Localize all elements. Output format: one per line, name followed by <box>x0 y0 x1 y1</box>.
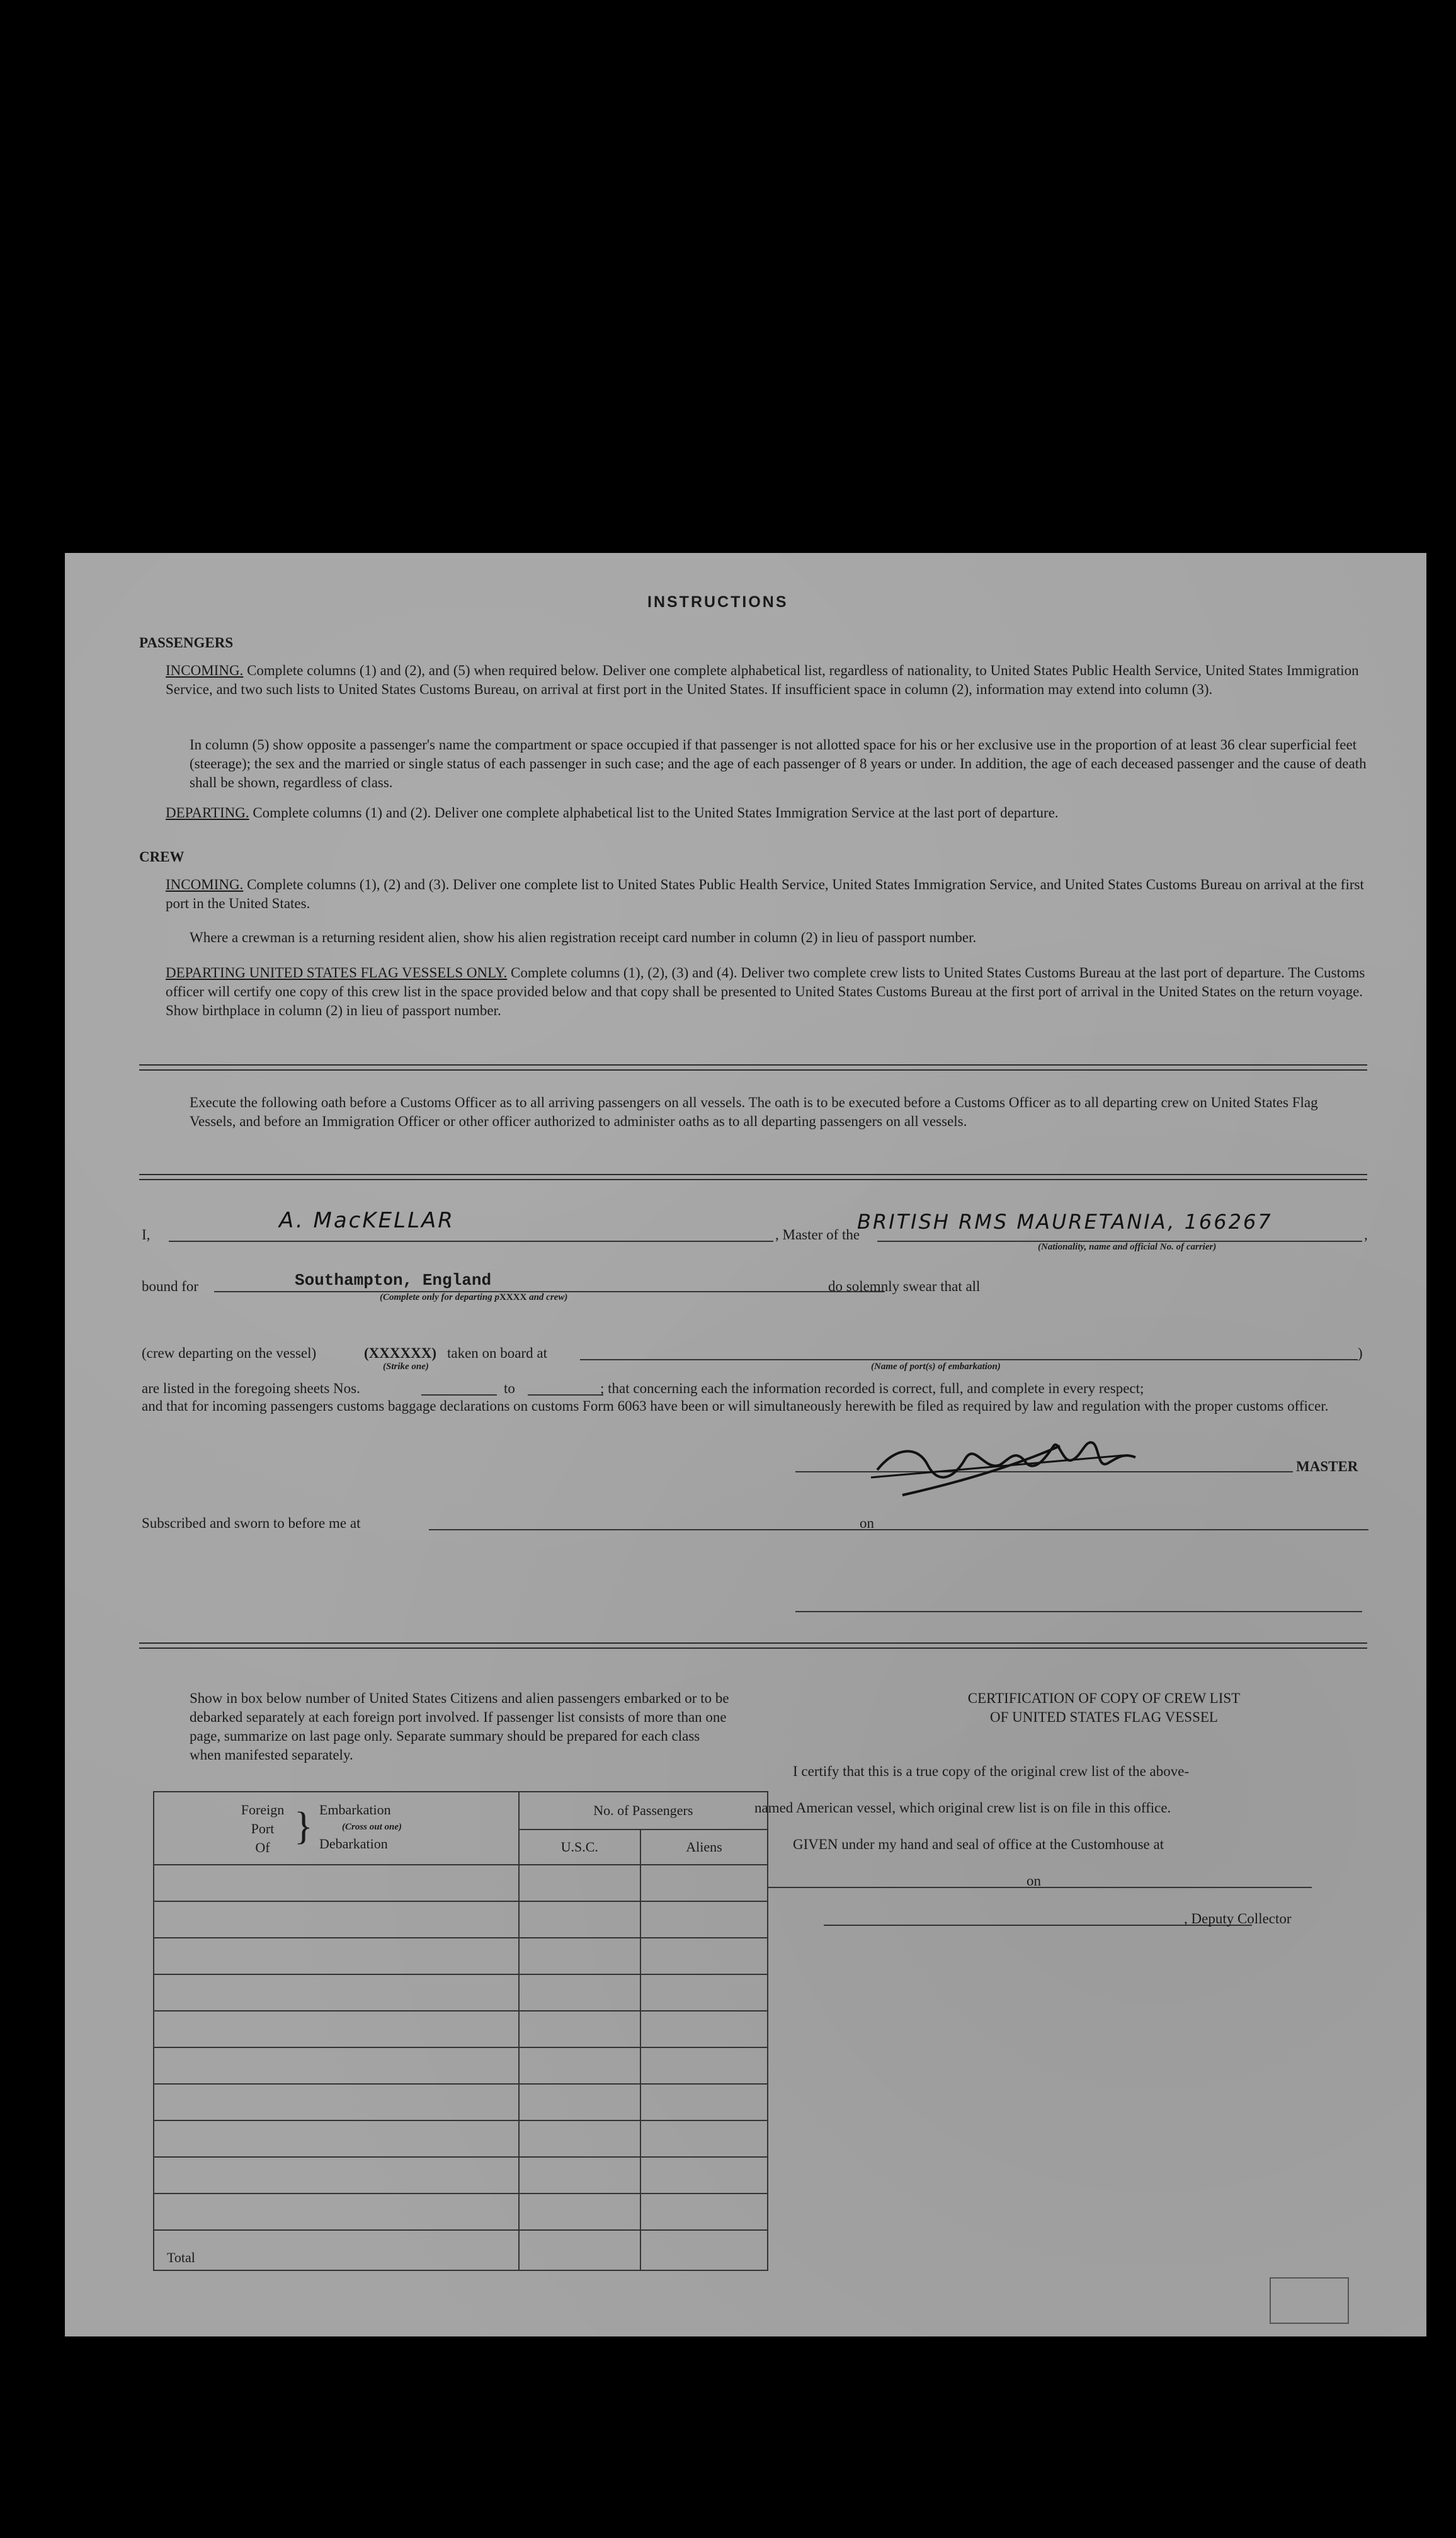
stamp-box <box>1270 2277 1349 2324</box>
port-cell[interactable] <box>154 1974 519 2011</box>
master-name-handwritten: A. MacKELLAR <box>279 1208 455 1233</box>
oath-i-label: I, <box>142 1227 151 1243</box>
usc-cell[interactable] <box>519 2194 640 2230</box>
passengers-incoming-label: INCOMING. <box>166 663 244 678</box>
passenger-ports-table <box>153 1791 768 2271</box>
port-label: Port <box>251 1821 275 1836</box>
passengers-column5: In column (5) show opposite a passenger's name the compartment or space occupied if that passenger is not allotted space for his or her exclusive use in the proportion of at least 36 clear superficial feet (steerage); the sex and the married or single status of each passenger in such case; and the age of each passenger of 8 years or under. In addition, the age of each deceased passenger and the cause of death shall be shown, regardless of class. <box>190 737 1367 790</box>
aliens-cell[interactable] <box>640 2157 768 2194</box>
total-row <box>154 2230 768 2270</box>
master-name-line <box>169 1241 773 1242</box>
certification-on-label: on <box>1027 1873 1041 1889</box>
usc-cell[interactable] <box>519 2120 640 2157</box>
port-cell[interactable] <box>154 2047 519 2084</box>
aliens-cell[interactable] <box>640 2194 768 2230</box>
comma: , <box>1364 1227 1368 1243</box>
aliens-cell[interactable] <box>640 2047 768 2084</box>
sworn-place-line <box>429 1529 914 1530</box>
sworn-date-line <box>884 1529 1368 1530</box>
strike-caption: (Strike one) <box>383 1362 429 1372</box>
box-instructions: Show in box below number of United States Citizens and alien passengers embarked or to be debarked separately at each foreign port involved. If passenger list consists of more than one page, summarize on last page only. Separate summary should be prepared for each class when manifested separately. <box>190 1690 729 1763</box>
port-cell[interactable] <box>154 1901 519 1938</box>
vessel-caption: (Nationality, name and official No. of carrier) <box>1038 1242 1217 1252</box>
port-cell[interactable] <box>154 2084 519 2120</box>
port-cell[interactable] <box>154 1865 519 1901</box>
aliens-cell[interactable] <box>640 1865 768 1901</box>
usc-cell[interactable] <box>519 2157 640 2194</box>
usc-cell[interactable] <box>519 2047 640 2084</box>
port-cell[interactable] <box>154 2194 519 2230</box>
passengers-incoming <box>166 661 1368 699</box>
to-label: to <box>504 1380 515 1396</box>
usc-cell[interactable] <box>519 2084 640 2120</box>
certification-line-3: GIVEN under my hand and seal of office at the Customhouse at <box>793 1836 1164 1852</box>
baggage-text: and that for incoming passengers customs baggage declarations on customs Form 6063 have been or will simultaneously herewith be filed as required by law and regulation with the proper customs officer. <box>142 1398 1329 1414</box>
close-paren: ) <box>1358 1345 1363 1361</box>
oath-intro: Execute the following oath before a Customs Officer as to all arriving passengers on all vessels. The oath is to be executed before a Customs Officer as to all departing crew on United States Flag Vessels, and before an Immigration Officer or other officer authorized to administer oaths as to all departing passengers on all vessels. <box>190 1095 1318 1129</box>
aliens-cell[interactable] <box>640 1974 768 2011</box>
table-row <box>154 2047 768 2084</box>
usc-cell[interactable] <box>519 1938 640 1974</box>
customhouse-place-line <box>767 1887 1063 1888</box>
table-row <box>154 2084 768 2120</box>
foreign-label: Foreign <box>241 1802 285 1818</box>
passengers-departing <box>166 804 1368 822</box>
port-cell[interactable] <box>154 2157 519 2194</box>
destination-typed: Southampton, England <box>295 1271 492 1290</box>
debarkation-label: Debarkation <box>319 1836 388 1852</box>
table-row <box>154 1938 768 1974</box>
subscribed-label: Subscribed and sworn to before me at <box>142 1515 361 1531</box>
ports-caption: (Name of port(s) of embarkation) <box>871 1362 1001 1372</box>
destination-caption: (Complete only for departing pXXXX and crew) <box>380 1292 568 1302</box>
crew-resident: Where a crewman is a returning resident alien, show his alien registration receipt card number in column (2) in lieu of passport number. <box>190 930 977 945</box>
brace: } <box>294 1805 313 1848</box>
usc-total-cell[interactable] <box>519 2230 640 2270</box>
usc-cell[interactable] <box>519 1974 640 2011</box>
table-row <box>154 1901 768 1938</box>
usc-cell[interactable] <box>519 1865 640 1901</box>
certification-heading-1: CERTIFICATION OF COPY OF CREW LIST <box>967 1690 1241 1706</box>
divider <box>139 1642 1367 1649</box>
sheet-from-line <box>421 1394 497 1396</box>
embarkation-label: Embarkation <box>319 1802 391 1818</box>
officer-signature-line <box>795 1611 1362 1612</box>
bound-for-label: bound for <box>142 1278 199 1294</box>
crew-heading: CREW <box>139 849 185 865</box>
certification-heading-2: OF UNITED STATES FLAG VESSEL <box>990 1709 1218 1725</box>
cross-out-caption: (Cross out one) <box>342 1822 402 1832</box>
passengers-incoming-text: Complete columns (1) and (2), and (5) when required below. Deliver one complete alphabetical list, regardless of nationality, to United States Public Health Service, United States Immigration Service, and two such lists to United States Customs Bureau, on arrival at first port in the United States. If insufficient space in column (2), information may extend into column (3). <box>166 663 1359 697</box>
embarkation-port-line <box>580 1359 1358 1360</box>
divider <box>139 1064 1367 1071</box>
crew-flag-label: DEPARTING UNITED STATES FLAG VESSELS ONLY. <box>166 965 508 981</box>
crew-flag-vessels <box>166 964 1368 1020</box>
page-title: INSTRUCTIONS <box>647 593 788 611</box>
certification-line-2: named American vessel, which original crew list is on file in this office. <box>754 1800 1171 1816</box>
vessel-handwritten: BRITISH RMS MAURETANIA, 166267 <box>857 1210 1273 1234</box>
table-row <box>154 2194 768 2230</box>
aliens-cell[interactable] <box>640 1938 768 1974</box>
listed-label: are listed in the foregoing sheets Nos. <box>142 1380 360 1396</box>
table-row <box>154 2157 768 2194</box>
divider <box>139 1174 1367 1180</box>
master-signature <box>858 1421 1186 1503</box>
crew-incoming-text: Complete columns (1), (2) and (3). Deliver one complete list to United States Public Health Service, United States Immigration Service, and United States Customs Bureau on arrival at the first port in the United States. <box>166 877 1364 911</box>
port-cell[interactable] <box>154 1938 519 1974</box>
document-sheet <box>65 553 1426 2336</box>
no-passengers-header: No. of Passengers <box>519 1792 768 1830</box>
aliens-header: Aliens <box>640 1830 768 1865</box>
swear-text: do solemnly swear that all <box>828 1278 981 1294</box>
master-label: MASTER <box>1296 1459 1358 1474</box>
sworn-on-label: on <box>860 1515 874 1531</box>
aliens-cell[interactable] <box>640 2120 768 2157</box>
port-cell[interactable] <box>154 2120 519 2157</box>
table-row <box>154 2011 768 2047</box>
aliens-cell[interactable] <box>640 1901 768 1938</box>
crew-flag-text: Complete columns (1), (2), (3) and (4). Deliver two complete crew lists to United States Customs Bureau at the last port of departure. The Customs officer will certify one copy of this crew list in the space provided below and that copy shall be presented to United States Customs Bureau at the first port of arrival in the United States on the return voyage. Show birthplace in column (2) in lieu of passport number. <box>166 965 1365 1018</box>
passengers-departing-text: Complete columns (1) and (2). Deliver one complete alphabetical list to the United States Immigration Service at the last port of departure. <box>253 805 1059 821</box>
total-label: Total <box>154 2230 519 2270</box>
of-label: Of <box>255 1840 270 1855</box>
struck-passengers: (XXXXXX) <box>364 1345 436 1361</box>
usc-header: U.S.C. <box>519 1830 640 1865</box>
listed-post: ; that concerning each the information recorded is correct, full, and complete in every respect; <box>600 1380 1144 1396</box>
aliens-cell[interactable] <box>640 2084 768 2120</box>
crew-incoming <box>166 875 1368 913</box>
taken-on-board-label: taken on board at <box>447 1345 548 1361</box>
crew-departing-label: (crew departing on the vessel) <box>142 1345 317 1361</box>
table-row <box>154 1974 768 2011</box>
oath-master-of-label: , Master of the <box>775 1227 860 1243</box>
port-cell[interactable] <box>154 2011 519 2047</box>
deputy-collector-label: , Deputy Collector <box>1184 1911 1292 1926</box>
port-header-cell <box>154 1792 519 1865</box>
aliens-total-cell[interactable] <box>640 2230 768 2270</box>
usc-cell[interactable] <box>519 2011 640 2047</box>
crew-incoming-label: INCOMING. <box>166 877 244 892</box>
passengers-departing-label: DEPARTING. <box>166 805 249 821</box>
certification-date-line <box>1054 1887 1312 1888</box>
passengers-heading: PASSENGERS <box>139 635 234 651</box>
aliens-cell[interactable] <box>640 2011 768 2047</box>
table-row <box>154 2120 768 2157</box>
usc-cell[interactable] <box>519 1901 640 1938</box>
table-row <box>154 1865 768 1901</box>
certification-line-1: I certify that this is a true copy of the original crew list of the above- <box>793 1763 1190 1779</box>
sheet-to-line <box>528 1394 603 1396</box>
